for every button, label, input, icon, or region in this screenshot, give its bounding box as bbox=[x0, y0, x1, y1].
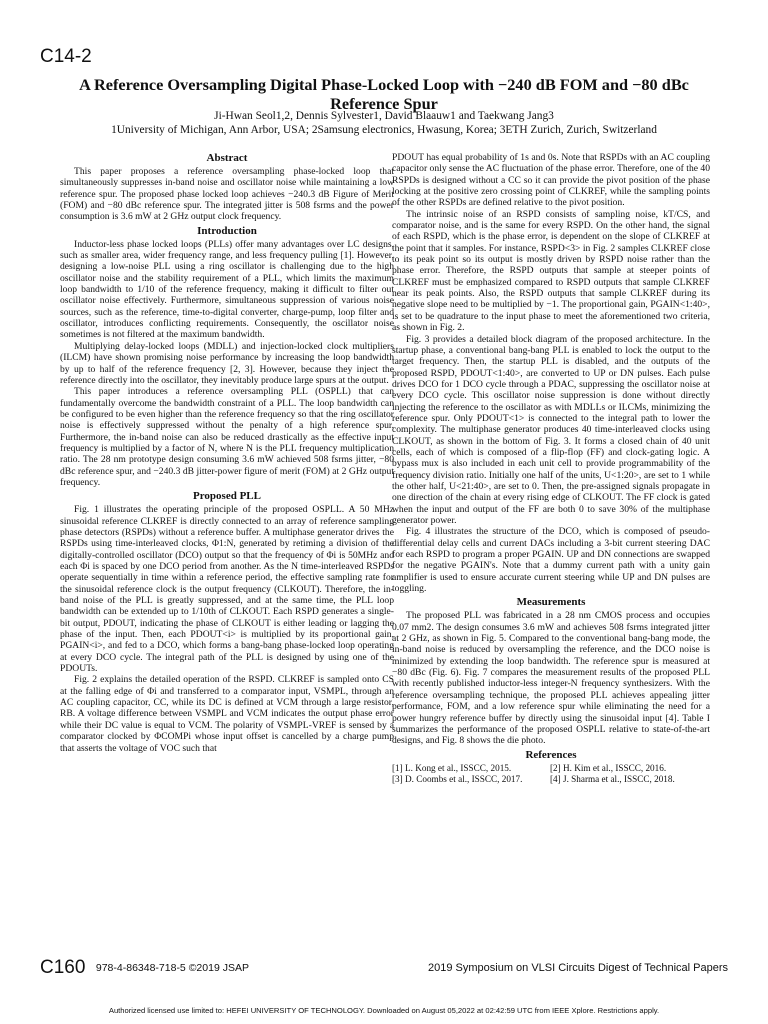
abstract-text: This paper proposes a reference oversampling phase-locked loop that simultaneously suppresses in-band noise and oscillator noise while maintaining a low reference spur. The proposed phase locked loop achieves −240.3 dB Figure of Merit (FOM) and −80 dBc reference spur. The integrated jitter is 508 fsrms and the power consumption is 3.6 mW at 2 GHz output clock frequency. bbox=[60, 166, 394, 223]
intro-paragraph-3: This paper introduces a reference oversampling PLL (OSPLL) that can fundamentally overcome the bandwidth constraint of a PLL. The loop bandwidth can be configured to be even higher than the reference frequency so that the ring oscillator noise is effectively suppressed without the penalty of a high reference spur. Furthermore, the in-band noise can also be reduced drastically as the effective input frequency is multiplied by a factor of N, where N is the PLL frequency multiplication ratio. The 28 nm prototype design consuming 3.6 mW achieved 508 fsrms jitter, −80 dBc reference spur, and −240.3 dB jitter-power figure of merit (FOM) at 2 GHz output frequency. bbox=[60, 386, 394, 488]
isbn-copyright: 978-4-86348-718-5 ©2019 JSAP bbox=[95, 962, 249, 974]
footer-left bbox=[40, 957, 249, 979]
page-number: C160 bbox=[40, 957, 86, 978]
references-heading: References bbox=[525, 748, 577, 761]
license-notice: Authorized licensed use limited to: HEFEI UNIVERSITY OF TECHNOLOGY. Downloaded on August 05,2022 at 02:42:59 UTC from IEEE Xplore. Restrictions apply. bbox=[108, 1006, 660, 1015]
reference-list bbox=[392, 763, 710, 785]
proposed-pll-heading: Proposed PLL bbox=[193, 490, 261, 503]
reference-item: [4] J. Sharma et al., ISSCC, 2018. bbox=[550, 773, 675, 784]
right-paragraph-3: Fig. 3 provides a detailed block diagram of the proposed architecture. In the startup phase, a conventional bang-bang PLL is enabled to lock the output to the target frequency. Then, the startup PLL is disabled, and the outputs of the proposed RSPD, PDOUT<1:40>, are converted to UP or DN pulses. Each pulse drives DCO for 1 DCO cycle through a PDAC, suppressing the oscillator noise at every DCO cycle. This oscillator noise suppression is done without directly injecting the reference to the oscillator as with MDLLs or ILCMs, minimizing the reference spur. Only PDOUT<1> is connected to the integral path to lower the complexity. The multiphase generator produces 40 time-interleaved clocks using CLKOUT, as shown in the bottom of Fig. 3. It forms a closed chain of 40 unit cells, each of which is composed of a flip-flop (FF) and clock-gating logic. A bypass mux is also included in each unit cell to provide programmability of the frequency division ratio. Initially one half of the units, U<1:20>, are set to 1 while the other half, U<21:40>, are set to 0. Then, the pre-assigned signals propagate in one direction of the chain at every rising edge of CLKOUT. The FF clock is gated when the input and output of the FF are both 0 to save 30% of the multiphase generator power. bbox=[392, 333, 710, 526]
intro-paragraph-2: Multiplying delay-locked loops (MDLL) and injection-locked clock multipliers (ILCM) have shown promising noise performance by increasing the loop bandwidth by up to half of the reference frequency [2, 3]. However, because they inject the reference directly into the oscillator, they inevitably produce large spurs at the output. bbox=[60, 340, 394, 386]
measurements-paragraph: The proposed PLL was fabricated in a 28 nm CMOS process and occupies 0.07 mm2. The design consumes 3.6 mW and achieves 508 fsrms integrated jitter at 2 GHz, as shown in Fig. 5. Compared to the conventional bang-bang mode, the in-band noise is reduced by oversampling the reference, and the DCO noise is minimized by extending the loop bandwidth. The reference spur is measured at −80 dBc (Fig. 6). Fig. 7 compares the measurement results of the proposed PLL with recently published inductor-less integer-N frequency synthesizers. With the reference oversampling technique, the proposed PLL achieves appealing jitter performance, FOM, and a low reference spur while eliminating the need for a power hungry reference buffer by directly using the sinusoidal input [4]. Table I summarizes the performance of the proposed OSPLL relative to state-of-the-art designs, and Fig. 8 shows the die photo. bbox=[392, 610, 710, 747]
author-list: Ji-Hwan Seol1,2, Dennis Sylvester1, David Blaauw1 and Taekwang Jang3 bbox=[214, 110, 554, 122]
intro-paragraph-1: Inductor-less phase locked loops (PLLs) offer many advantages over LC designs, such as smaller area, wider frequency range, and less frequency pulling [1]. However, designing a low-noise PLL using a ring oscillator is challenging due to the high oscillator noise and the stability requirement of a PLL, which limits the maximum loop bandwidth to 1/10 of the reference frequency, making it difficult to filter out oscillator noise effectively. Furthermore, simultaneous suppression of various noise sources, such as the reference, time-to-digital converter, charge-pump, loop filter and oscillator, introduces conflicting requirements. Consequently, the oscillator noise sometimes is not filtered at the maximum bandwidth. bbox=[60, 238, 394, 341]
introduction-heading: Introduction bbox=[197, 224, 257, 237]
left-column bbox=[60, 152, 394, 754]
measurements-heading: Measurements bbox=[516, 596, 586, 609]
reference-item: [2] H. Kim et al., ISSCC, 2016. bbox=[550, 762, 667, 773]
right-paragraph-1: PDOUT has equal probability of 1s and 0s. Note that RSPDs with an AC coupling capacitor only sense the AC fluctuation of the phase error. Therefore, one of the 40 RSPDs is designed without a CC so it can provide the pivot position of the phase locking at the positive zero crossing point of CLKREF, while the sampling points of the other RSPDs are defined relative to the pivot position. bbox=[392, 152, 710, 209]
venue-footer: 2019 Symposium on VLSI Circuits Digest of Technical Papers bbox=[428, 962, 728, 974]
pll-paragraph-1: Fig. 1 illustrates the operating principle of the proposed OSPLL. A 50 MHz sinusoidal reference CLKREF is directly connected to an array of reference sampling phase detectors (RSPDs) without a reference buffer. A multiphase generator drives the RSPDs using time-interleaved clocks, Φ1:N, generated by retiming a division of the digitally-controlled oscillator (DCO) output so that the frequency of Φi is 50MHz and each Φi is spaced by one DCO period from another. As the N time-interleaved RSPDs operate sequentially in time within a reference period, the effective sampling rate for the sinusoidal reference clock is the output frequency (CLKOUT). Therefore, the in-band noise of the PLL is greatly suppressed, and at the same time, the PLL loop bandwidth can be extended up to 1/10th of CLKOUT. Each RSPD generates a single-bit output, PDOUT, indicating the phase of CLKOUT is either leading or lagging the phase of the input. Then, each PDOUT<i> is multiplied by its proportional gain, PGAIN<i>, and fed to a DCO, which forms a bang-bang phase-locked loop operating at every DCO cycle. The integral path of the PLL is designed by using one of the PDOUTs. bbox=[60, 504, 394, 675]
reference-item: [3] D. Coombs et al., ISSCC, 2017. bbox=[392, 773, 523, 784]
right-paragraph-2: The intrinsic noise of an RSPD consists of sampling noise, kT/CS, and comparator noise, and is the same for every RSPD. On the other hand, the signal of each RSPD, which is the phase error, is dependent on the slope of CLKREF at the point that it samples. For instance, RSPD<3> in Fig. 2 samples CLKREF close to its peak point so its output is mostly driven by RSPD noise rather than the phase error. Therefore, the RSPD outputs that sample at steeper points of CLKREF must be emphasized compared to RSPD outputs that sample CLKREF near its peak points. Also, the RSPD outputs that sample CLKREF during its negative slope need to be multiplied by −1. The proportional gain, PGAIN<1:40>, is set to be quadrature to the input phase to meet the aforementioned two criteria, as shown in Fig. 2. bbox=[392, 208, 710, 334]
affiliations: 1University of Michigan, Ann Arbor, USA; 2Samsung electronics, Hwasung, Korea; 3ETH Zurich, Zurich, Switzerland bbox=[111, 124, 657, 136]
session-id: C14-2 bbox=[40, 46, 92, 67]
pll-paragraph-2: Fig. 2 explains the detailed operation of the RSPD. CLKREF is sampled onto CS at the falling edge of Φi and transferred to a comparator input, VSMPL, through an AC coupling capacitor, CC, while its DC is defined at VCM through a large resistor, RB. A voltage difference between VSMPL and VCM indicates the output phase error while their DC value is equal to VCM. The polarity of VSMPL-VREF is sensed by a comparator clocked by ΦCOMPi whose input offset is cancelled by a charge pump that asserts the voltage of VOC such that bbox=[60, 674, 394, 754]
abstract-heading: Abstract bbox=[206, 152, 248, 164]
right-column bbox=[392, 152, 710, 785]
paper-title: A Reference Oversampling Digital Phase-Locked Loop with −240 dB FOM and −80 dBc Reference Spur bbox=[79, 75, 689, 113]
reference-item: [1] L. Kong et al., ISSCC, 2015. bbox=[392, 762, 512, 773]
right-paragraph-4: Fig. 4 illustrates the structure of the DCO, which is composed of pseudo-differential delay cells and current DACs including a 3-bit current steering DAC for each RSPD to program a proper PGAIN. UP and DN connections are swapped for the negative PGAIN's. Note that a dummy current path with a unity gain amplifier is used to ensure accurate current steering while UP and DN pulses are toggling. bbox=[392, 526, 710, 595]
